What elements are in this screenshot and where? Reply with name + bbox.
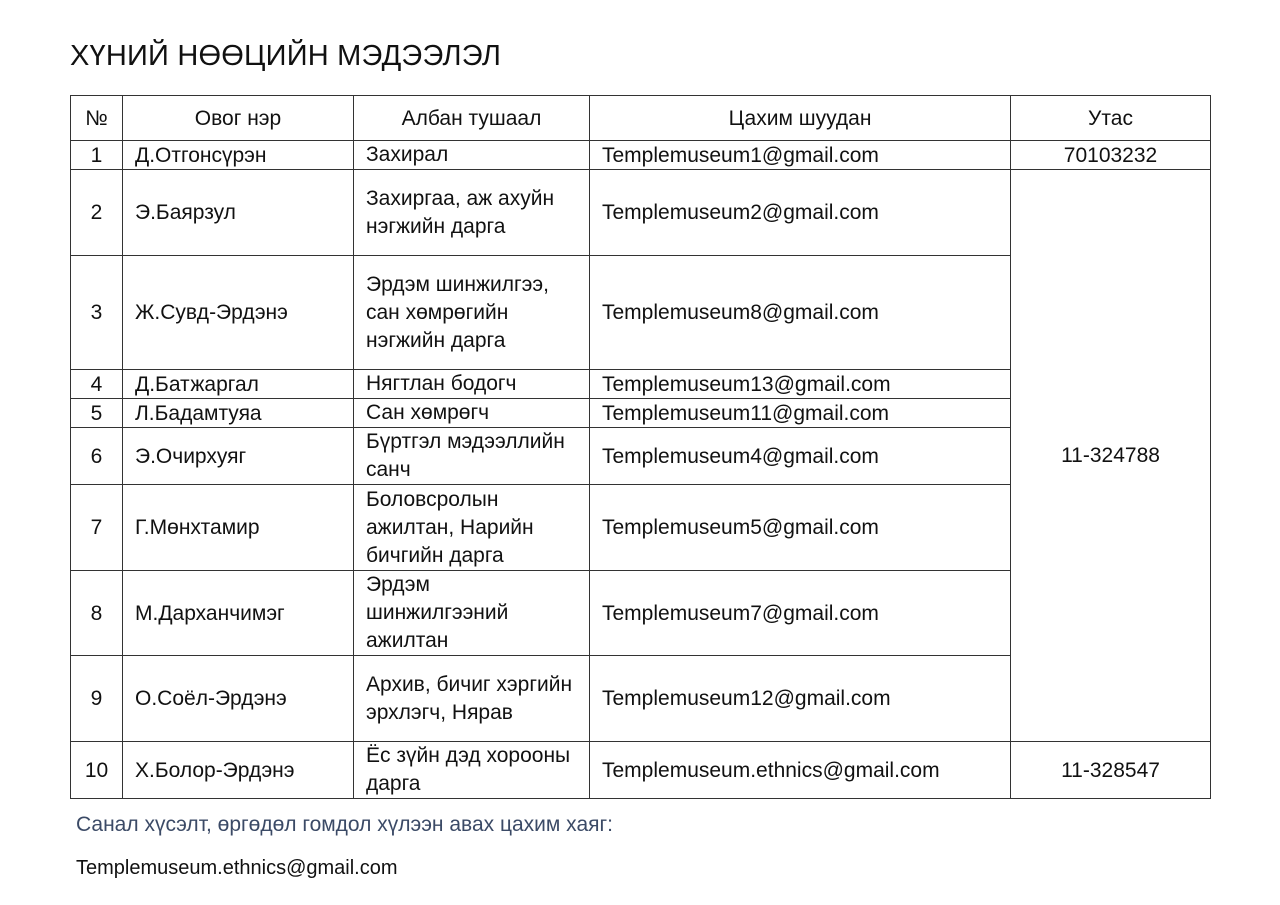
page-title: ХҮНИЙ НӨӨЦИЙН МЭДЭЭЛЭЛ [70, 40, 502, 72]
cell-email: Templemuseum4@gmail.com [590, 428, 1011, 485]
header-email: Цахим шуудан [590, 96, 1011, 141]
cell-phone: 70103232 [1011, 141, 1211, 170]
cell-name: О.Соёл-Эрдэнэ [123, 656, 354, 742]
cell-name: Ж.Сувд-Эрдэнэ [123, 256, 354, 370]
cell-position: Ёс зүйн дэд хорооны дарга [354, 742, 590, 799]
cell-email: Templemuseum7@gmail.com [590, 571, 1011, 656]
cell-name: Г.Мөнхтамир [123, 485, 354, 571]
table-row [71, 170, 1211, 256]
cell-email: Templemuseum1@gmail.com [590, 141, 1011, 170]
cell-email: Templemuseum.ethnics@gmail.com [590, 742, 1011, 799]
cell-name: Д.Отгонсүрэн [123, 141, 354, 170]
cell-email: Templemuseum8@gmail.com [590, 256, 1011, 370]
cell-position: Эрдэм шинжилгээ, сан хөмрөгийн нэгжийн дарга [354, 256, 590, 370]
header-phone: Утас [1011, 96, 1211, 141]
cell-position: Боловсролын ажилтан, Нарийн бичгийн дарга [354, 485, 590, 571]
staff-table [70, 95, 1211, 799]
header-position: Албан тушаал [354, 96, 590, 141]
cell-email: Templemuseum5@gmail.com [590, 485, 1011, 571]
cell-name: Л.Бадамтуяа [123, 399, 354, 428]
cell-num: 10 [71, 742, 123, 799]
table-row [71, 141, 1211, 170]
cell-name: Э.Баярзул [123, 170, 354, 256]
cell-name: Д.Батжаргал [123, 370, 354, 399]
table-header-row [71, 96, 1211, 141]
cell-email: Templemuseum12@gmail.com [590, 656, 1011, 742]
cell-position: Захиргаа, аж ахуйн нэгжийн дарга [354, 170, 590, 256]
cell-phone: 11-328547 [1011, 742, 1211, 799]
cell-position: Захирал [354, 141, 590, 170]
table-row [71, 742, 1211, 799]
cell-position: Сан хөмрөгч [354, 399, 590, 428]
cell-name: Х.Болор-Эрдэнэ [123, 742, 354, 799]
cell-name: Э.Очирхуяг [123, 428, 354, 485]
cell-position: Архив, бичиг хэргийн эрхлэгч, Нярав [354, 656, 590, 742]
cell-email: Templemuseum11@gmail.com [590, 399, 1011, 428]
cell-num: 7 [71, 485, 123, 571]
cell-num: 2 [71, 170, 123, 256]
cell-email: Templemuseum13@gmail.com [590, 370, 1011, 399]
cell-name: М.Дарханчимэг [123, 571, 354, 656]
cell-position: Эрдэм шинжилгээний ажилтан [354, 571, 590, 656]
cell-num: 4 [71, 370, 123, 399]
cell-email: Templemuseum2@gmail.com [590, 170, 1011, 256]
cell-position: Нягтлан бодогч [354, 370, 590, 399]
feedback-email: Templemuseum.ethnics@gmail.com [76, 857, 398, 879]
cell-position: Бүртгэл мэдээллийн санч [354, 428, 590, 485]
cell-num: 6 [71, 428, 123, 485]
cell-num: 8 [71, 571, 123, 656]
cell-num: 9 [71, 656, 123, 742]
cell-phone-shared: 11-324788 [1011, 170, 1211, 742]
header-name: Овог нэр [123, 96, 354, 141]
header-num: № [71, 96, 123, 141]
cell-num: 5 [71, 399, 123, 428]
feedback-note: Санал хүсэлт, өргөдөл гомдол хүлээн авах цахим хаяг: [76, 813, 613, 836]
cell-num: 3 [71, 256, 123, 370]
cell-num: 1 [71, 141, 123, 170]
